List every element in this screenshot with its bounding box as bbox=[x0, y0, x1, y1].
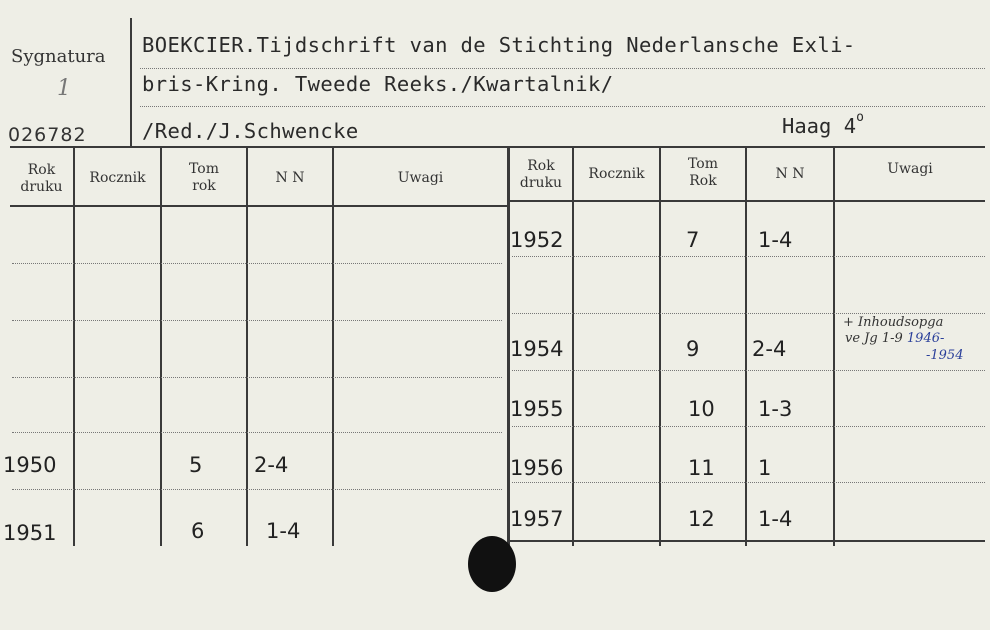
row-rule-right bbox=[512, 370, 985, 371]
punch-hole bbox=[468, 536, 516, 592]
row-rule-left bbox=[12, 320, 502, 321]
place-sup: o bbox=[856, 110, 864, 126]
header-bottom-rule bbox=[10, 146, 985, 148]
row-rule-right bbox=[512, 256, 985, 257]
left-row-nn: 2-4 bbox=[254, 453, 289, 477]
col-line-4 bbox=[332, 148, 334, 546]
left-row-year: 1950 bbox=[3, 453, 57, 477]
header-rok-druku-right-1: Rok bbox=[527, 158, 555, 174]
col-line-8 bbox=[745, 148, 747, 546]
title-line-3: /Red./J.Schwencke bbox=[142, 119, 359, 143]
row-rule-left bbox=[12, 489, 502, 490]
right-row-year: 1952 bbox=[510, 228, 564, 252]
right-row-year: 1957 bbox=[510, 507, 564, 531]
handwritten-note-line-3: -1954 bbox=[926, 348, 964, 363]
row-rule-left bbox=[12, 377, 502, 378]
handwritten-note-line-2 bbox=[845, 331, 944, 346]
right-row-nn: 1-4 bbox=[758, 507, 793, 531]
header-nn-left: N N bbox=[275, 170, 305, 186]
header-uwagi-right: Uwagi bbox=[887, 161, 933, 177]
handwritten-note-line-1: + Inhoudsopga bbox=[843, 315, 944, 330]
row-rule-right bbox=[512, 313, 985, 314]
header-tom-left bbox=[162, 161, 246, 195]
sygnatura-value: 1 bbox=[57, 76, 71, 101]
left-row-nn: 1-4 bbox=[266, 519, 301, 543]
right-row-nn: 2-4 bbox=[752, 337, 787, 361]
left-row-tom: 6 bbox=[191, 519, 205, 543]
right-row-year: 1956 bbox=[510, 456, 564, 480]
catalog-number: 026782 bbox=[8, 124, 87, 146]
row-rule-right bbox=[512, 426, 985, 427]
column-header-rule-left bbox=[10, 205, 508, 207]
right-row-tom: 10 bbox=[688, 397, 715, 421]
row-rule-left bbox=[12, 263, 502, 264]
header-rocznik-left: Rocznik bbox=[89, 170, 146, 186]
header-rok-druku-left bbox=[10, 162, 73, 196]
note-text: ve Jg 1-9 bbox=[845, 331, 907, 346]
right-row-tom: 7 bbox=[686, 228, 700, 252]
header-rok-druku-left-1: Rok bbox=[27, 162, 56, 178]
title-line-1: BOEKCIER.Tijdschrift van de Stichting Nederlansche Exli- bbox=[142, 33, 856, 57]
col-line-9 bbox=[833, 148, 835, 546]
row-rule-right bbox=[512, 482, 985, 483]
note-years-blue: 1946- bbox=[906, 331, 945, 346]
header-tom-left-2: rok bbox=[192, 178, 216, 194]
header-nn-right: N N bbox=[775, 166, 805, 182]
left-row-tom: 5 bbox=[189, 453, 203, 477]
right-row-tom: 9 bbox=[686, 337, 700, 361]
right-row-tom: 11 bbox=[688, 456, 715, 480]
header-tom-left-1: Tom bbox=[189, 161, 219, 177]
header-tom-right bbox=[661, 156, 745, 190]
header-uwagi-left: Uwagi bbox=[397, 170, 444, 186]
right-row-tom: 12 bbox=[688, 507, 715, 531]
col-line-1 bbox=[73, 148, 75, 546]
sygnatura-label: Sygnatura bbox=[11, 46, 106, 67]
place-text: Haag 4 bbox=[782, 114, 857, 138]
column-header-rule-right bbox=[509, 200, 985, 202]
header-rok-druku-right-2: druku bbox=[519, 175, 563, 191]
right-row-year: 1955 bbox=[510, 397, 564, 421]
col-line-2 bbox=[160, 148, 162, 546]
right-row-year: 1954 bbox=[510, 337, 564, 361]
col-line-7 bbox=[659, 148, 661, 546]
place-label bbox=[782, 110, 864, 138]
header-rok-druku-left-2: druku bbox=[20, 179, 63, 195]
table-bottom-rule bbox=[509, 540, 985, 542]
sygnatura-divider bbox=[130, 18, 132, 148]
header-rocznik-right: Rocznik bbox=[588, 166, 645, 182]
header-rok-druku-right bbox=[510, 158, 572, 192]
right-row-nn: 1 bbox=[758, 456, 772, 480]
title-dotted-rule-2 bbox=[140, 106, 985, 107]
header-tom-right-2: Rok bbox=[689, 173, 717, 189]
col-line-3 bbox=[246, 148, 248, 546]
right-row-nn: 1-3 bbox=[758, 397, 793, 421]
col-line-6 bbox=[572, 148, 574, 546]
header-tom-right-1: Tom bbox=[688, 156, 718, 172]
title-dotted-rule-1 bbox=[140, 68, 985, 69]
left-row-year: 1951 bbox=[3, 521, 57, 545]
row-rule-left bbox=[12, 432, 502, 433]
title-line-2: bris-Kring. Tweede Reeks./Kwartalnik/ bbox=[142, 72, 614, 96]
right-row-nn: 1-4 bbox=[758, 228, 793, 252]
